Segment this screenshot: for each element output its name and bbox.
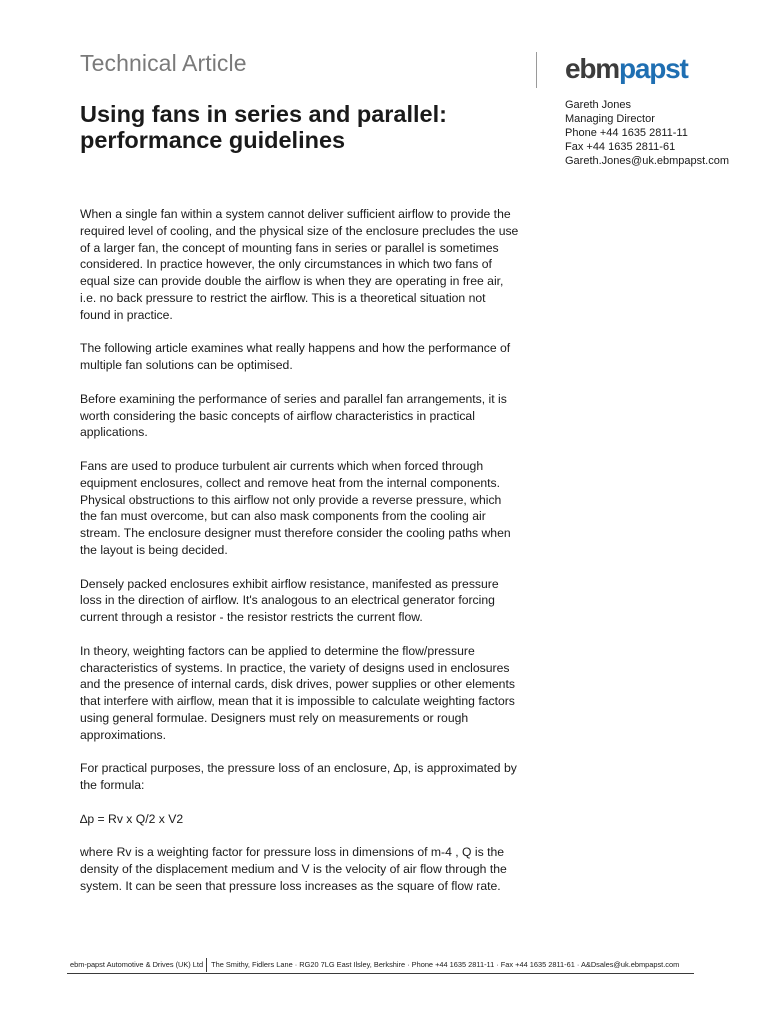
contact-name: Gareth Jones (565, 99, 632, 111)
body-line: Before examining the performance of series and parallel fan arrangements, it is (80, 391, 507, 406)
body-line: For practical purposes, the pressure loss of an enclosure, ∆p, is approximated by (80, 761, 517, 776)
delta-symbol: ∆ (80, 811, 88, 826)
contact-fax: Fax +44 1635 2811-61 (565, 141, 676, 153)
footer-company: ebm-papst Automotive & Drives (UK) Ltd (70, 960, 204, 969)
page-title (80, 101, 540, 153)
ebmpapst-logo (565, 53, 688, 85)
body-line: applications. (80, 425, 148, 440)
body-line: Fans are used to produce turbulent air currents which when forced through (80, 458, 484, 473)
body-line: density of the displacement medium and V is the velocity of air flow through the (80, 862, 507, 877)
closing-paragraph (80, 844, 544, 894)
contact-role: Managing Director (565, 113, 655, 125)
body-line: approximations. (80, 727, 167, 742)
body-line: and the presence of internal cards, disk drives, power supplies or other elements (80, 677, 515, 692)
body-line: loss in the direction of airflow. It's analogous to an electrical generator forcing (80, 593, 495, 608)
contact-phone: Phone +44 1635 2811-11 (565, 127, 688, 139)
body-line: where Rv is a weighting factor for pressure loss in dimensions of m-4 , Q is the (80, 845, 505, 860)
logo-part-ebm: ebm (565, 53, 619, 84)
body-paragraph (80, 576, 544, 626)
body-paragraph (80, 458, 544, 559)
body-paragraph (80, 643, 544, 744)
body-line: considered. In practice however, the only circumstances in which two fans of (80, 257, 492, 272)
formula (80, 811, 544, 828)
contact-block (565, 98, 729, 168)
body-line: found in practice. (80, 307, 173, 322)
formula-expression: p = Rv x Q/2 x V2 (87, 811, 184, 826)
body-line: using general formulae. Designers must rely on measurements or rough (80, 710, 469, 725)
body-paragraph (80, 340, 544, 374)
body-line: multiple fan solutions can be optimised. (80, 358, 293, 373)
delta-symbol: ∆ (393, 761, 401, 776)
body-line: system. It can be seen that pressure loss increases as the square of flow rate. (80, 878, 501, 893)
footer (70, 960, 679, 974)
body-line: current through a resistor - the resistor restricts the current flow. (80, 610, 423, 625)
contact-email[interactable]: Gareth.Jones@uk.ebmpapst.com (565, 155, 730, 167)
body-line: Physical obstructions to this airflow not only provide a reverse pressure, which (80, 492, 502, 507)
article-body (80, 206, 544, 911)
logo-part-papst: papst (618, 53, 688, 84)
body-line: the fan must overcome, but can also mask components from the cooling air (80, 509, 486, 524)
body-line: the layout is being decided. (80, 542, 228, 557)
title-line: performance guidelines (80, 127, 346, 153)
body-line: that interfere with airflow, mean that it is impossible to calculate weighting factors (80, 694, 515, 709)
body-line: the formula: (80, 778, 145, 793)
formula-intro (80, 760, 544, 794)
body-line: i.e. no back pressure to restrict the airflow. This is a theoretical situation not (80, 290, 486, 305)
footer-rule (67, 973, 694, 974)
body-line: worth considering the basic concepts of airflow characteristics in practical (80, 408, 475, 423)
body-line: of a larger fan, the concept of mounting fans in series or parallel is sometimes (80, 240, 499, 255)
body-line: equal size can provide double the airflow is when they are operating in free air, (80, 274, 504, 289)
body-line: stream. The enclosure designer must therefore consider the cooling paths when (80, 526, 511, 541)
body-line: Densely packed enclosures exhibit airflow resistance, manifested as pressure (80, 576, 499, 591)
body-line: In theory, weighting factors can be applied to determine the flow/pressure (80, 643, 475, 658)
body-line: required level of cooling, and the physical size of the enclosure precludes the use (80, 223, 519, 238)
page-kicker: Technical Article (80, 50, 247, 76)
title-line: Using fans in series and parallel: (80, 101, 447, 127)
body-line: characteristics of systems. In practice, the variety of designs used in enclosures (80, 660, 510, 675)
body-paragraph (80, 206, 544, 324)
body-line: When a single fan within a system cannot deliver sufficient airflow to provide the (80, 207, 511, 221)
footer-divider (206, 958, 207, 972)
header-divider (536, 52, 537, 88)
body-line: The following article examines what really happens and how the performance of (80, 341, 511, 356)
footer-details: The Smithy, Fidlers Lane · RG20 7LG East Ilsley, Berkshire · Phone +44 1635 2811-11 · Fax +44 1635 2811-61 · A&Dsales@uk.ebmpapst.com (211, 960, 680, 969)
body-line: equipment enclosures, collect and remove heat from the internal components. (80, 475, 501, 490)
body-paragraph (80, 391, 544, 441)
